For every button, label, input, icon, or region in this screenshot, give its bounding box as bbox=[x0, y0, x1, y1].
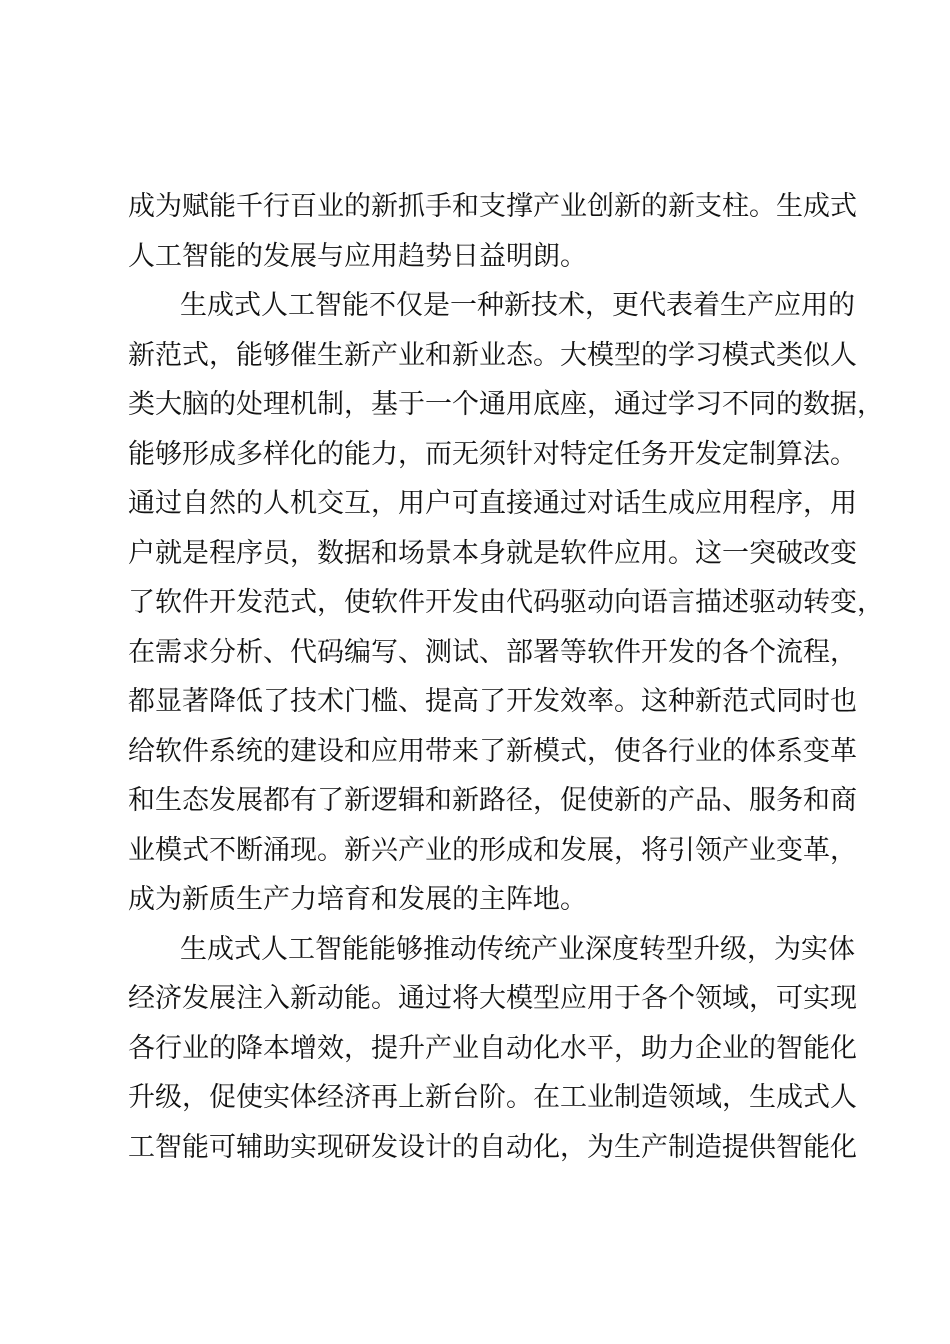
text-line: 成为赋能千行百业的新抓手和支撑产业创新的新支柱。生成式 bbox=[128, 191, 857, 222]
text-line: 在需求分析、代码编写、测试、部署等软件开发的各个流程， bbox=[128, 636, 857, 668]
text-line: 类大脑的处理机制，基于一个通用底座，通过学习不同的数据， bbox=[128, 389, 884, 420]
text-line: 业模式不断涌现。新兴产业的形成和发展，将引领产业变革， bbox=[128, 834, 857, 866]
text-line: 户就是程序员，数据和场景本身就是软件应用。这一突破改变 bbox=[128, 537, 857, 569]
text-line: 经济发展注入新动能。通过将大模型应用于各个领域，可实现 bbox=[128, 983, 857, 1014]
paragraph-first-line: 生成式人工智能不仅是一种新技术，更代表着生产应用的 bbox=[180, 290, 855, 321]
text-line: 新范式，能够催生新产业和新业态。大模型的学习模式类似人 bbox=[128, 339, 857, 371]
text-line: 各行业的降本增效，提升产业自动化水平，助力企业的智能化 bbox=[128, 1032, 857, 1064]
paragraph-first-line: 生成式人工智能能够推动传统产业深度转型升级，为实体 bbox=[180, 933, 855, 965]
text-line: 升级，促使实体经济再上新台阶。在工业制造领域，生成式人 bbox=[128, 1082, 857, 1113]
text-line: 给软件系统的建设和应用带来了新模式，使各行业的体系变革 bbox=[128, 735, 857, 767]
text-line: 通过自然的人机交互，用户可直接通过对话生成应用程序，用 bbox=[128, 488, 857, 519]
text-line: 工智能可辅助实现研发设计的自动化，为生产制造提供智能化 bbox=[128, 1131, 857, 1163]
text-line: 人工智能的发展与应用趋势日益明朗。 bbox=[128, 240, 587, 272]
text-line: 了软件开发范式，使软件开发由代码驱动向语言描述驱动转变， bbox=[128, 587, 884, 618]
text-line: 能够形成多样化的能力，而无须针对特定任务开发定制算法。 bbox=[128, 438, 857, 470]
text-line: 都显著降低了技术门槛、提高了开发效率。这种新范式同时也 bbox=[128, 686, 857, 717]
body-text bbox=[128, 182, 884, 1172]
text-line: 成为新质生产力培育和发展的主阵地。 bbox=[128, 884, 587, 915]
text-line: 和生态发展都有了新逻辑和新路径，促使新的产品、服务和商 bbox=[128, 785, 857, 816]
